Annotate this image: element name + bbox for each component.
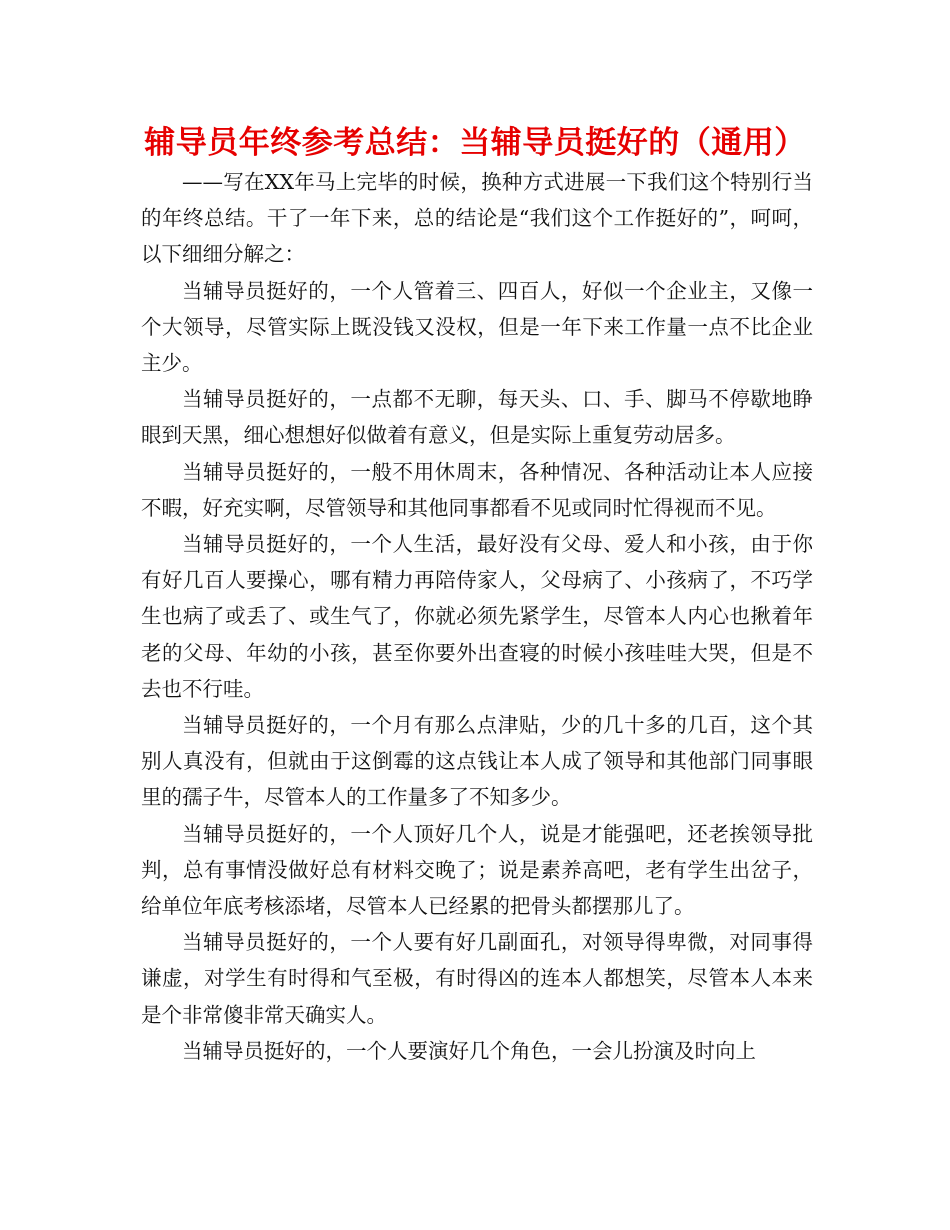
- paragraph-intro: ——写在XX年马上完毕的时候，换种方式进展一下我们这个特别行当的年终总结。干了一年下来，总的结论是“我们这个工作挺好的”，呵呵，以下细细分解之：: [141, 170, 813, 267]
- paragraph: 当辅导员挺好的，一个人要有好几副面孔，对领导得卑微，对同事得谦虚，对学生有时得和气至极，有时得凶的连本人都想笑，尽管本人本来是个非常傻非常天确实人。: [141, 930, 813, 1027]
- paragraph-truncated: 当辅导员挺好的，一个人要演好几个角色，一会儿扮演及时向上: [182, 1038, 756, 1063]
- paragraph: 当辅导员挺好的，一般不用休周末，各种情况、各种活动让本人应接不暇，好充实啊，尽管领导和其他同事都看不见或同时忙得视而不见。: [141, 459, 813, 520]
- document-title: 辅导员年终参考总结：当辅导员挺好的（通用）: [144, 125, 806, 161]
- document-body: [141, 164, 813, 1069]
- paragraph: 当辅导员挺好的，一个人管着三、四百人，好似一个企业主，又像一个大领导，尽管实际上既没钱又没权，但是一年下来工作量一点不比企业主少。: [141, 278, 813, 376]
- paragraph: 当辅导员挺好的，一点都不无聊，每天头、口、手、脚马不停歇地睁眼到天黑，细心想想好似做着有意义，但是实际上重复劳动居多。: [141, 387, 813, 448]
- paragraph: 当辅导员挺好的，一个人顶好几个人，说是才能强吧，还老挨领导批判，总有事情没做好总有材料交晚了；说是素养高吧，老有学生出岔子，给单位年底考核添堵，尽管本人已经累的把骨头都摆那儿了。: [141, 821, 813, 919]
- paragraph: 当辅导员挺好的，一个人生活，最好没有父母、爱人和小孩，由于你有好几百人要操心，哪有精力再陪侍家人，父母病了、小孩病了，不巧学生也病了或丢了、或生气了，你就必须先紧学生，尽管本人内心也揪着年老的父母、年幼的小孩，甚至你要外出查寝的时候小孩哇哇大哭，但是不去也不行哇。: [141, 532, 813, 701]
- paragraph: 当辅导员挺好的，一个月有那么点津贴，少的几十多的几百，这个其别人真没有，但就由于这倒霉的这点钱让本人成了领导和其他部门同事眼里的孺子牛，尽管本人的工作量多了不知多少。: [141, 713, 813, 810]
